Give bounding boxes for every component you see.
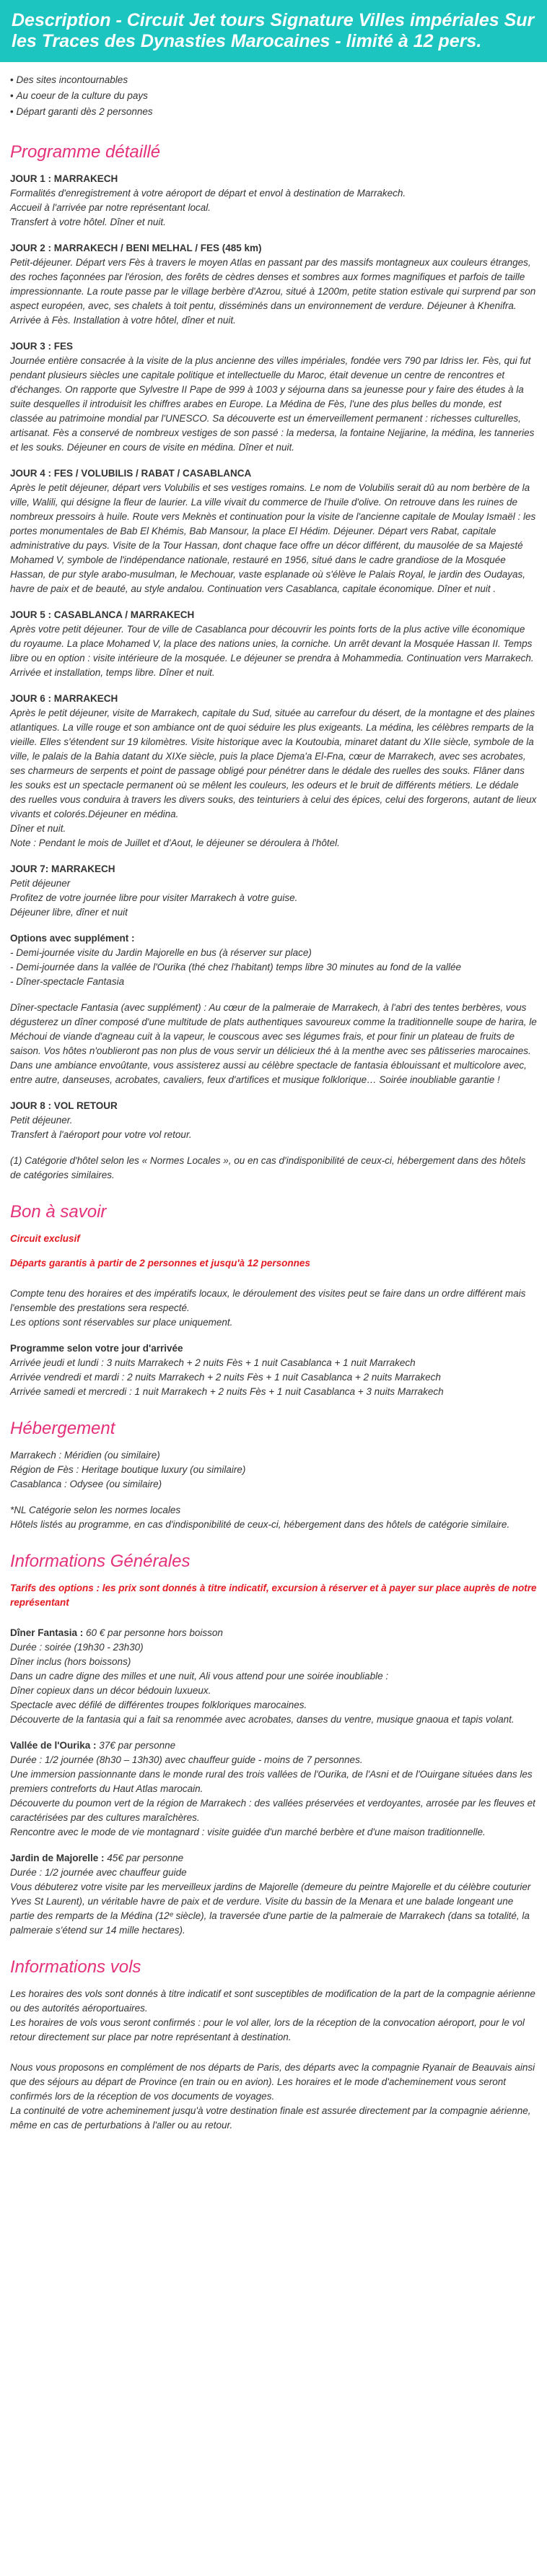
highlights-list	[10, 72, 537, 120]
page-title-banner	[0, 0, 547, 62]
info-line: Durée : 1/2 journée avec chauffeur guide	[10, 1867, 187, 1878]
day-line: Petit déjeuner.	[10, 1115, 73, 1126]
fantasia-price: 60 € par personne hors boisson	[83, 1627, 223, 1638]
fantasia-description: Dîner-spectacle Fantasia (avec supplément) : Au cœur de la palmeraie de Marrakech, à l'abri des tentes berbères, vous dégusterez un dîner composé d'une multitude de plats authentiques savoureux comme la traditionnelle soupe de harira, le Méchoui de viande d'agneau cuit à la vapeur, le couscous avec ses légumes frais, et pour finir un plateau de fruits de saison. Vos hôtes n'oublieront pas non plus de vous servir un délicieux thé à la menthe avec ses pâtisseries marocaines. Dans une ambiance envoûtante, vous assisterez aussi au célèbre spectacle de fantasia éblouissant et multicolore avec, entre autre, danseuses, acrobates, cavaliers, feux d'artifices et musique folklorique… Soirée inoubliable garantie !	[10, 1002, 537, 1085]
highlight-item: • Départ garanti dès 2 personnes	[10, 104, 537, 120]
majorelle-info	[10, 1851, 537, 1938]
departs-garantis: Départs garantis à partir de 2 personnes et jusqu'à 12 personnes	[10, 1258, 310, 1269]
info-line: Durée : soirée (19h30 - 23h30)	[10, 1642, 144, 1653]
day-title: JOUR 5 : CASABLANCA / MARRAKECH	[10, 609, 195, 620]
vols-text-2	[10, 2061, 537, 2133]
day-title: JOUR 8 : VOL RETOUR	[10, 1100, 118, 1111]
hotel-line: Marrakech : Méridien (ou similaire)	[10, 1450, 160, 1461]
day-title: JOUR 6 : MARRAKECH	[10, 693, 118, 704]
day-line: Après le petit déjeuner, départ vers Volubilis et ses vestiges romains. Le nom de Volubilis serait dû au nom berbère de la ville, Walili, qui désigne la fleur de laurier. La ville vivait du commerce de l'huile d'olive. On retrouve dans les ruines de nombreux pressoirs à huile. Route vers Meknès et continuation pour la visite de l'ancienne capitale de Moulay Ismaël : les portes monumentales de Bab El Khémis, Bab Mansour, la place El Hédim. Déjeuner. Départ vers Rabat, capitale administrative du pays. Visite de la Tour Hassan, dont chaque face offre un décor différent, du mausolée de sa Majesté Mohamed V, symbole de l'indépendance nationale, restauré en 1956, situé dans le cadre grandiose de la Mosquée Hassan, de pur style arabo-musulman, le Mechouar, vaste esplanade où s'élève le Palais Royal, le jardin des Oudayas, havre de paix et de beauté, au style andalou. Continuation vers Casablanca, capitale économique. Dîner et nuit .	[10, 482, 536, 594]
day-line: Petit déjeuner	[10, 878, 71, 889]
day-line: Note : Pendant le mois de Juillet et d'Aout, le déjeuner se déroulera à l'hôtel.	[10, 837, 340, 848]
info-line: Vous débuterez votre visite par les merveilleux jardins de Majorelle (demeure du peintre Majorelle et du célèbre couturier Yves St Laurent), un véritable havre de paix et de verdure. Visite du bassin de la Menara et une balade longeant une partie des remparts de la Médina (12ᵉ siècle), la traversée d'une partie de la palmeraie de Marrakech (dans sa totalité, la palmeraie s'étend sur 14 mille hectares).	[10, 1881, 531, 1936]
info-line: Durée : 1/2 journée (8h30 – 13h30) avec chauffeur guide - moins de 7 personnes.	[10, 1754, 363, 1765]
vols-section	[10, 1957, 537, 2133]
day-2	[10, 241, 537, 328]
day-line: Journée entière consacrée à la visite de la plus ancienne des villes impériales, fondée vers 790 par Idriss Ier. Fès, qui fut pendant plusieurs siècles une capitale politique et intellectuelle du Maroc, était devenue un centre de rencontres et d'échanges. On rapporte que Sylvestre II Pape de 999 à 1003 y séjourna dans sa jeunesse pour y faire des études à la suite desquelles il introduisit les chiffres arabes en Europe. La Médina de Fès, l'une des plus belles du monde, est classée au patrimoine mondial par l'UNESCO. Sa découverte est un émerveillement permanent : richesses culturelles, artisanat. Fès a conservé de nombreux vestiges de son passé : la medersa, la fontaine Nejjarine, la médina, les tanneries et les souks. Déjeuner en cours de visite en médina. Dîner et nuit.	[10, 355, 535, 453]
hebergement-heading: Hébergement	[10, 1419, 115, 1438]
ourika-info	[10, 1739, 537, 1840]
highlight-item: • Des sites incontournables	[10, 72, 537, 88]
day-title: JOUR 3 : FES	[10, 341, 74, 352]
vols-line: La continuité de votre acheminement jusqu'à votre destination finale est assurée directement par la compagnie aérienne, même en cas de perturbations à l'aller ou au retour.	[10, 2105, 531, 2131]
infos-section	[10, 1551, 537, 1938]
day-title: JOUR 4 : FES / VOLUBILIS / RABAT / CASABLANCA	[10, 468, 252, 479]
vols-line: Nous vous proposons en complément de nos départs de Paris, des départs avec la compagnie Ryanair de Beauvais ainsi que des séjours au départ de Province (en train ou en avion). Les horaires et le mode d'acheminement vous seront confirmés lors de la réception de vos documents de voyages.	[10, 2062, 535, 2102]
infos-heading: Informations Générales	[10, 1552, 191, 1571]
day-title: JOUR 7: MARRAKECH	[10, 863, 115, 874]
bon-a-savoir-section	[10, 1201, 537, 1399]
option-line: - Demi-journée dans la vallée de l'Ourika (thé chez l'habitant) temps libre 30 minutes au fond de la vallée	[10, 962, 461, 972]
content	[0, 72, 547, 2133]
bon-line: Les options sont réservables sur place uniquement.	[10, 1317, 233, 1328]
programme-section	[10, 142, 537, 1183]
day-line: Transfert à l'aéroport pour votre vol retour.	[10, 1129, 192, 1140]
option-line: - Dîner-spectacle Fantasia	[10, 976, 125, 987]
day-title: JOUR 1 : MARRAKECH	[10, 173, 118, 184]
highlight-item: • Au coeur de la culture du pays	[10, 88, 537, 104]
day-line: Formalités d'enregistrement à votre aéroport de départ et envol à destination de Marrakech.	[10, 188, 406, 199]
day-line: Accueil à l'arrivée par notre représentant local.	[10, 202, 211, 213]
vols-text	[10, 1987, 537, 2045]
tarifs-note: Tarifs des options : les prix sont donnés à titre indicatif, excursion à réserver et à payer sur place auprès de notre représentant	[10, 1583, 537, 1608]
ourika-title: Vallée de l'Ourika :	[10, 1740, 97, 1751]
day-6	[10, 692, 537, 850]
options-block	[10, 931, 537, 989]
fantasia-info	[10, 1626, 537, 1727]
bon-text	[10, 1287, 537, 1330]
programme-heading: Programme détaillé	[10, 142, 161, 162]
day-line: Dîner et nuit.	[10, 823, 66, 834]
hebergement-note: Hôtels listés au programme, en cas d'indisponibilité de ceux-ci, hébergement dans des hôtels de catégorie similaire.	[10, 1519, 510, 1530]
hebergement-section	[10, 1418, 537, 1532]
arrival-line: Arrivée jeudi et lundi : 3 nuits Marrakech + 2 nuits Fès + 1 nuit Casablanca + 1 nuit Marrakech	[10, 1357, 416, 1368]
hotel-line: Casablanca : Odysee (ou similaire)	[10, 1479, 162, 1489]
arrival-title: Programme selon votre jour d'arrivée	[10, 1343, 183, 1354]
day-3	[10, 339, 537, 455]
info-line: Découverte du poumon vert de la région de Marrakech : des vallées préservées et verdoyantes, arrosée par les fleuves et caractérisées par des cultures maraîchères.	[10, 1798, 535, 1823]
day-line: Petit-déjeuner. Départ vers Fès à travers le moyen Atlas en passant par des massifs montagneux aux couleurs étranges, des roches façonnées par l'érosion, des forêts de cèdres denses et sombres aux formes magnifiques et parfois de taille impressionnante. La route passe par le village berbère d'Azrou, situé à 1200m, petite station estivale qui surprend par son aspect européen, avec, ses chalets à toit pentu, disséminés dans un environnement de verdure. Déjeuner à Khenifra. Arrivée à Fès. Installation à votre hôtel, dîner et nuit.	[10, 257, 536, 326]
day-line: Après le petit déjeuner, visite de Marrakech, capitale du Sud, située au carrefour du désert, de la montagne et des plaines atlantiques. La ville rouge et son ambiance ont de quoi séduire les plus exigeants. La médina, les célèbres remparts de la vieille. Elles s'étendent sur 19 kilomètres. Visite historique avec la Koutoubia, minaret datant du XIIe siècle, symbole de la ville, le palais de la Bahia datant du XIXe siècle, puis la place Djema'a El-Fna, cœur de Marrakech, avec ses acrobates, ses charmeurs de serpents et point de passage obligé pour pénétrer dans le dédale des ruelles des souks. Flâner dans les souks est un spectacle permanent où se mêlent les couleurs, les odeurs et le bruit de différents métiers. Le dédale des ruelles vous conduira à travers les divers souks, des teinturiers à celui des épices, celui des forgerons, autant de lieux vivants et colorés.Déjeuner en médina.	[10, 708, 537, 819]
day-line: Après votre petit déjeuner. Tour de ville de Casablanca pour découvrir les points forts de la plus active ville économique du royaume. La place Mohamed V, la place des nations unies, la corniche. Un arrêt devant la Mosquée Hassan II. Temps libre ou en option : visite intérieure de la mosquée. Le déjeuner se prendra à Mohammedia. Continuation vers Marrakech. Arrivée et installation, temps libre. Dîner et nuit.	[10, 624, 534, 678]
options-title: Options avec supplément :	[10, 933, 135, 944]
majorelle-title: Jardin de Majorelle :	[10, 1853, 105, 1863]
day-5	[10, 608, 537, 680]
majorelle-price: 45€ par personne	[104, 1853, 184, 1863]
info-line: Dîner copieux dans un décor bédouin luxueux.	[10, 1685, 211, 1696]
info-line: Découverte de la fantasia qui a fait sa renommée avec acrobates, danses du ventre, musique gnaoua et tapis volant.	[10, 1714, 515, 1725]
arrival-program	[10, 1341, 537, 1399]
hebergement-note: *NL Catégorie selon les normes locales	[10, 1505, 181, 1515]
circuit-exclusif: Circuit exclusif	[10, 1233, 80, 1244]
info-line: Dans un cadre digne des milles et une nuit, Ali vous attend pour une soirée inoubliable :	[10, 1671, 389, 1681]
day-7	[10, 862, 537, 920]
arrival-line: Arrivée samedi et mercredi : 1 nuit Marrakech + 2 nuits Fès + 1 nuit Casablanca + 3 nuits Marrakech	[10, 1386, 444, 1397]
info-line: Spectacle avec défilé de différentes troupes folkloriques marocaines.	[10, 1700, 307, 1710]
vols-heading: Informations vols	[10, 1957, 141, 1977]
ourika-price: 37€ par personne	[96, 1740, 176, 1751]
bon-a-savoir-heading: Bon à savoir	[10, 1202, 107, 1222]
fantasia-title: Dîner Fantasia :	[10, 1627, 84, 1638]
programme-footnote: (1) Catégorie d'hôtel selon les « Normes Locales », ou en cas d'indisponibilité de ceux-ci, hébergement dans des hôtels de catégories similaires.	[10, 1155, 526, 1180]
day-line: Profitez de votre journée libre pour visiter Marrakech à votre guise.	[10, 892, 298, 903]
hotel-line: Région de Fès : Heritage boutique luxury (ou similaire)	[10, 1464, 246, 1475]
day-4	[10, 466, 537, 596]
info-line: Dîner inclus (hors boissons)	[10, 1656, 131, 1667]
day-line: Transfert à votre hôtel. Dîner et nuit.	[10, 217, 166, 227]
day-1	[10, 172, 537, 230]
info-line: Rencontre avec le mode de vie montagnard : visite guidée d'un marché berbère et d'une maison traditionnelle.	[10, 1827, 486, 1837]
day-line: Déjeuner libre, dîner et nuit	[10, 907, 128, 918]
vols-line: Les horaires de vols vous seront confirmés : pour le vol aller, lors de la réception de la convocation aéroport, pour le vol retour directement sur place par notre représentant à destination.	[10, 2017, 525, 2042]
arrival-line: Arrivée vendredi et mardi : 2 nuits Marrakech + 2 nuits Fès + 1 nuit Casablanca + 2 nuits Marrakech	[10, 1372, 441, 1383]
vols-line: Les horaires des vols sont donnés à titre indicatif et sont susceptibles de modification de la part de la compagnie aérienne ou des autorités aéroportuaires.	[10, 1988, 535, 2014]
day-8	[10, 1099, 537, 1142]
hebergement-notes	[10, 1503, 537, 1532]
bon-line: Compte tenu des horaires et des impératifs locaux, le déroulement des visites peut se faire dans un ordre différent mais l'ensemble des prestations sera respecté.	[10, 1288, 526, 1313]
day-title: JOUR 2 : MARRAKECH / BENI MELHAL / FES (485 km)	[10, 243, 262, 253]
hebergement-list	[10, 1448, 537, 1492]
info-line: Une immersion passionnante dans le monde rural des trois vallées de l'Ourika, de l'Asni et de l'Ouirgane situées dans les premiers contreforts du Haut Atlas marocain.	[10, 1769, 533, 1794]
option-line: - Demi-journée visite du Jardin Majorelle en bus (à réserver sur place)	[10, 947, 312, 958]
page-title: Description - Circuit Jet tours Signature Villes impériales Sur les Traces des Dynasties Marocaines - limité à 12 pers.	[12, 10, 535, 51]
